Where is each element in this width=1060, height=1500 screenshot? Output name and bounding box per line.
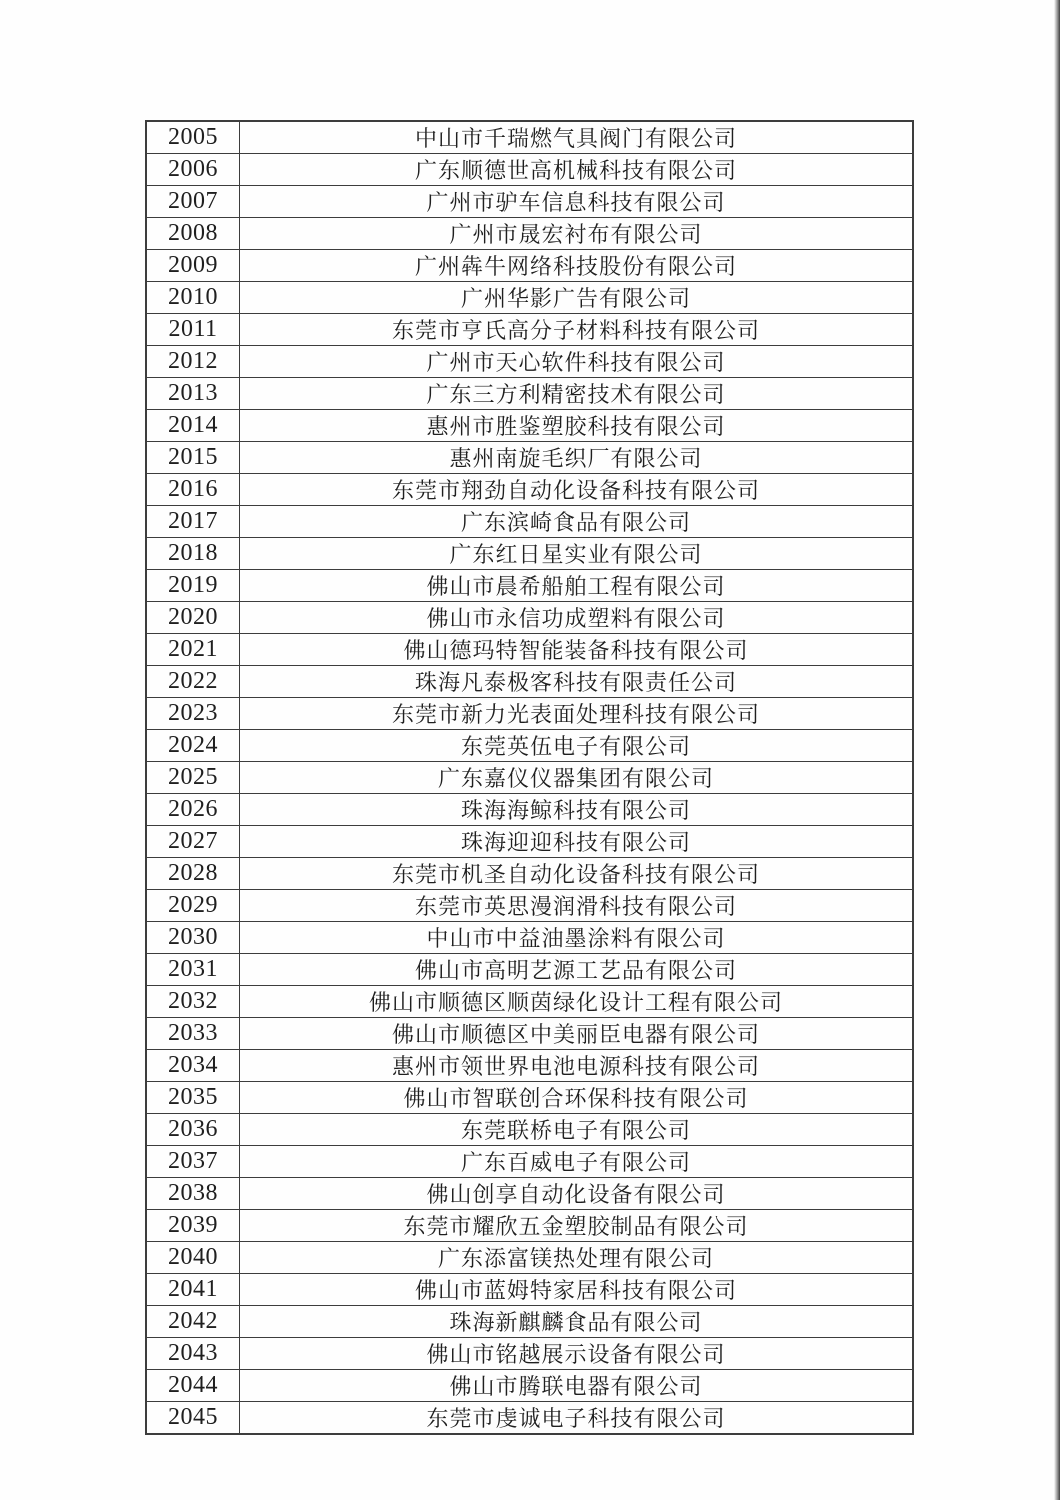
row-number: 2030 xyxy=(146,922,240,954)
table-row xyxy=(146,698,913,730)
company-name: 东莞市翔劲自动化设备科技有限公司 xyxy=(240,474,914,506)
row-number: 2027 xyxy=(146,826,240,858)
table-row xyxy=(146,1210,913,1242)
table-row xyxy=(146,954,913,986)
company-name: 东莞市耀欣五金塑胶制品有限公司 xyxy=(240,1210,914,1242)
table-row xyxy=(146,1274,913,1306)
row-number: 2026 xyxy=(146,794,240,826)
company-name: 东莞英伍电子有限公司 xyxy=(240,730,914,762)
table-row xyxy=(146,378,913,410)
table-row xyxy=(146,1114,913,1146)
row-number: 2005 xyxy=(146,121,240,154)
company-name: 珠海新麒麟食品有限公司 xyxy=(240,1306,914,1338)
company-name: 中山市千瑞燃气具阀门有限公司 xyxy=(240,121,914,154)
company-name: 广州犇牛网络科技股份有限公司 xyxy=(240,250,914,282)
company-name: 东莞联桥电子有限公司 xyxy=(240,1114,914,1146)
row-number: 2024 xyxy=(146,730,240,762)
company-name: 广东滨崎食品有限公司 xyxy=(240,506,914,538)
table-row xyxy=(146,1050,913,1082)
row-number: 2017 xyxy=(146,506,240,538)
row-number: 2042 xyxy=(146,1306,240,1338)
table-row xyxy=(146,1306,913,1338)
row-number: 2025 xyxy=(146,762,240,794)
company-name: 惠州南旋毛织厂有限公司 xyxy=(240,442,914,474)
row-number: 2009 xyxy=(146,250,240,282)
row-number: 2045 xyxy=(146,1402,240,1435)
row-number: 2041 xyxy=(146,1274,240,1306)
company-name: 佛山市铭越展示设备有限公司 xyxy=(240,1338,914,1370)
company-name: 佛山市蓝姆特家居科技有限公司 xyxy=(240,1274,914,1306)
table-row xyxy=(146,474,913,506)
company-name: 惠州市胜鉴塑胶科技有限公司 xyxy=(240,410,914,442)
row-number: 2015 xyxy=(146,442,240,474)
company-name: 广东顺德世高机械科技有限公司 xyxy=(240,154,914,186)
company-name: 珠海海鲸科技有限公司 xyxy=(240,794,914,826)
table-row xyxy=(146,634,913,666)
table-row xyxy=(146,1402,913,1435)
row-number: 2013 xyxy=(146,378,240,410)
company-table xyxy=(145,120,914,1435)
row-number: 2023 xyxy=(146,698,240,730)
company-name: 佛山市高明艺源工艺品有限公司 xyxy=(240,954,914,986)
table-row xyxy=(146,602,913,634)
row-number: 2014 xyxy=(146,410,240,442)
company-name: 东莞市亨氏高分子材料科技有限公司 xyxy=(240,314,914,346)
company-name: 广东嘉仪仪器集团有限公司 xyxy=(240,762,914,794)
row-number: 2007 xyxy=(146,186,240,218)
row-number: 2020 xyxy=(146,602,240,634)
company-name: 广州市天心软件科技有限公司 xyxy=(240,346,914,378)
row-number: 2021 xyxy=(146,634,240,666)
table-row xyxy=(146,154,913,186)
company-name: 广东百威电子有限公司 xyxy=(240,1146,914,1178)
row-number: 2006 xyxy=(146,154,240,186)
table-row xyxy=(146,346,913,378)
company-name: 广东三方利精密技术有限公司 xyxy=(240,378,914,410)
table-row xyxy=(146,186,913,218)
company-name: 东莞市新力光表面处理科技有限公司 xyxy=(240,698,914,730)
row-number: 2032 xyxy=(146,986,240,1018)
table-row xyxy=(146,986,913,1018)
table-row xyxy=(146,570,913,602)
table-row xyxy=(146,666,913,698)
row-number: 2033 xyxy=(146,1018,240,1050)
table-row xyxy=(146,1370,913,1402)
row-number: 2029 xyxy=(146,890,240,922)
table-row xyxy=(146,410,913,442)
company-name: 广州华影广告有限公司 xyxy=(240,282,914,314)
row-number: 2022 xyxy=(146,666,240,698)
row-number: 2012 xyxy=(146,346,240,378)
company-name: 东莞市虔诚电子科技有限公司 xyxy=(240,1402,914,1435)
table-row xyxy=(146,826,913,858)
row-number: 2035 xyxy=(146,1082,240,1114)
row-number: 2040 xyxy=(146,1242,240,1274)
table-row xyxy=(146,1018,913,1050)
table-row xyxy=(146,1146,913,1178)
table-row xyxy=(146,1338,913,1370)
company-name: 东莞市机圣自动化设备科技有限公司 xyxy=(240,858,914,890)
company-name: 佛山德玛特智能装备科技有限公司 xyxy=(240,634,914,666)
row-number: 2018 xyxy=(146,538,240,570)
company-name: 中山市中益油墨涂料有限公司 xyxy=(240,922,914,954)
company-name: 佛山市永信功成塑料有限公司 xyxy=(240,602,914,634)
table-row xyxy=(146,762,913,794)
table-row xyxy=(146,922,913,954)
table-row xyxy=(146,858,913,890)
company-name: 广东红日星实业有限公司 xyxy=(240,538,914,570)
row-number: 2016 xyxy=(146,474,240,506)
row-number: 2034 xyxy=(146,1050,240,1082)
row-number: 2043 xyxy=(146,1338,240,1370)
company-name: 佛山市顺德区顺茵绿化设计工程有限公司 xyxy=(240,986,914,1018)
table-row xyxy=(146,121,913,154)
company-name: 广东添富镁热处理有限公司 xyxy=(240,1242,914,1274)
row-number: 2037 xyxy=(146,1146,240,1178)
row-number: 2044 xyxy=(146,1370,240,1402)
table-row xyxy=(146,1178,913,1210)
company-table-body xyxy=(146,121,913,1434)
table-row xyxy=(146,890,913,922)
company-name: 佛山市智联创合环保科技有限公司 xyxy=(240,1082,914,1114)
company-name: 佛山市顺德区中美丽臣电器有限公司 xyxy=(240,1018,914,1050)
table-row xyxy=(146,794,913,826)
company-name: 东莞市英思漫润滑科技有限公司 xyxy=(240,890,914,922)
page-edge-shadow xyxy=(1054,0,1060,1500)
row-number: 2008 xyxy=(146,218,240,250)
row-number: 2010 xyxy=(146,282,240,314)
table-row xyxy=(146,282,913,314)
company-name: 珠海迎迎科技有限公司 xyxy=(240,826,914,858)
table-row xyxy=(146,314,913,346)
row-number: 2039 xyxy=(146,1210,240,1242)
company-name: 佛山创享自动化设备有限公司 xyxy=(240,1178,914,1210)
table-row xyxy=(146,1242,913,1274)
table-row xyxy=(146,250,913,282)
table-row xyxy=(146,730,913,762)
table-row xyxy=(146,506,913,538)
table-row xyxy=(146,538,913,570)
row-number: 2028 xyxy=(146,858,240,890)
company-name: 佛山市腾联电器有限公司 xyxy=(240,1370,914,1402)
row-number: 2036 xyxy=(146,1114,240,1146)
company-name: 佛山市晨希船舶工程有限公司 xyxy=(240,570,914,602)
row-number: 2011 xyxy=(146,314,240,346)
row-number: 2031 xyxy=(146,954,240,986)
row-number: 2019 xyxy=(146,570,240,602)
company-name: 广州市驴车信息科技有限公司 xyxy=(240,186,914,218)
table-row xyxy=(146,442,913,474)
company-name: 惠州市领世界电池电源科技有限公司 xyxy=(240,1050,914,1082)
row-number: 2038 xyxy=(146,1178,240,1210)
company-name: 珠海凡泰极客科技有限责任公司 xyxy=(240,666,914,698)
table-row xyxy=(146,218,913,250)
company-name: 广州市晟宏衬布有限公司 xyxy=(240,218,914,250)
table-row xyxy=(146,1082,913,1114)
